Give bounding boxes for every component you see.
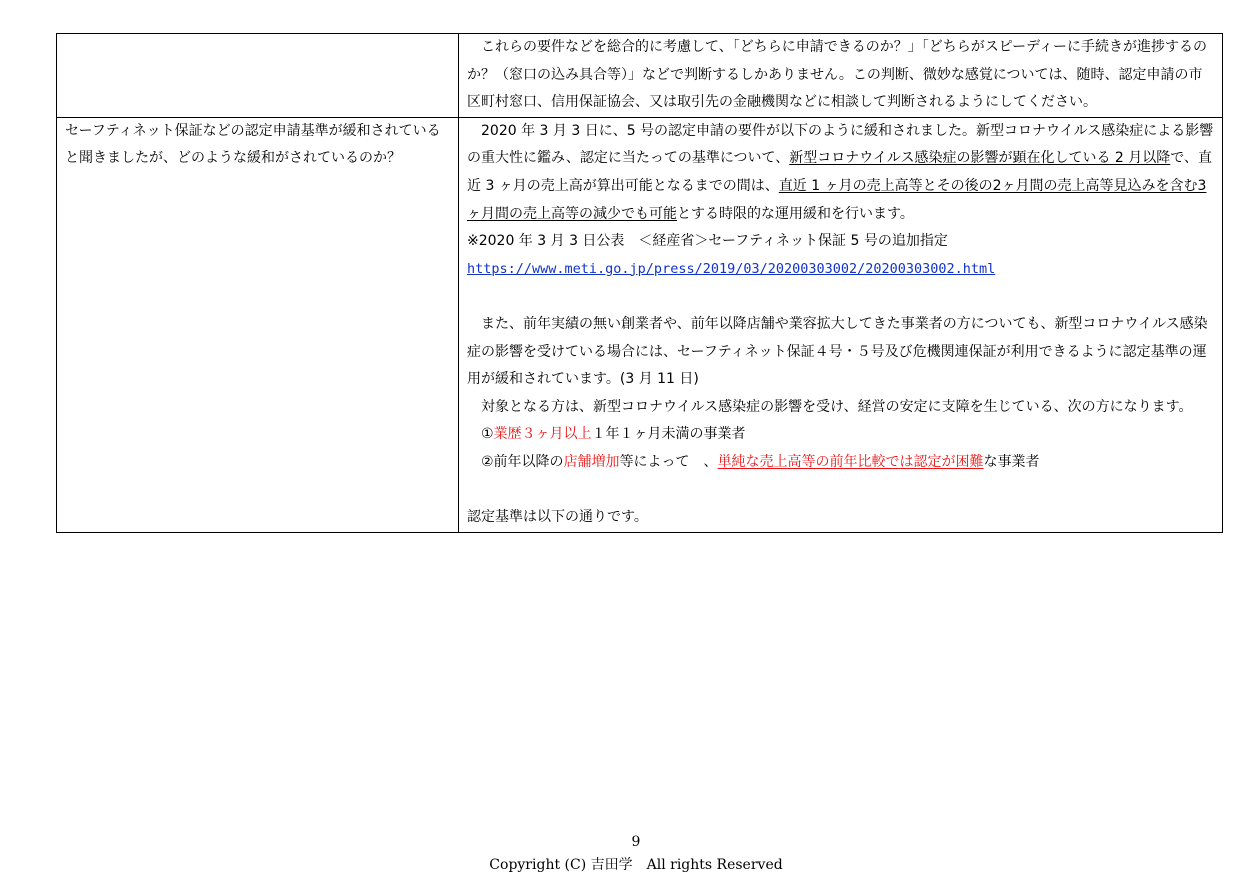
eligibility-paragraph: 対象となる方は、新型コロナウイルス感染症の影響を受け、経営の安定に支障を生じている、次の方になります。	[481, 398, 1193, 415]
list-item: ①業歴３ヶ月以上１年１ヶ月未満の事業者	[481, 426, 746, 443]
underlined-text: 直近 1 ヶ月の売上高等とその後の2ヶ月間の売上高等見込みを含む3ヶ月間の売上高等の減少でも可能	[467, 177, 1207, 222]
relaxation-paragraph: 2020 年 3 月 3 日に、5 号の認定申請の要件が以下のように緩和されました。新型コロナウイルス感染症による影響の重大性に鑑み、認定に当たっての基準について、新型コロナウイルス感染症の影響が顕在化している 2 月以降で、直近 3 ヶ月の売上高が算出可能となるまでの間は、直近 1 ヶ月の売上高等とその後の2ヶ月間の売上高等見込みを含む3ヶ月間の売上高等の減少でも可能とする時限的な運用緩和を行います。	[467, 122, 1214, 222]
announcement-note: ※2020 年 3 月 3 日公表 ＜経産省＞セーフティネット保証 5 号の追加指定	[467, 233, 948, 250]
spacer	[467, 477, 1215, 505]
copyright-notice: Copyright (C) 吉田学 All rights Reserved	[489, 857, 783, 873]
question-text: セーフティネット保証などの認定申請基準が緩和されていると聞きましたが、どのような緩和がされているのか？	[65, 122, 441, 167]
table-row	[57, 34, 1223, 118]
highlight-text: 業歴３ヶ月以上	[493, 426, 592, 443]
closing-text: 認定基準は以下の通りです。	[467, 509, 648, 526]
answer-cell	[459, 117, 1223, 532]
table-row	[57, 117, 1223, 532]
question-cell	[57, 117, 459, 532]
question-cell	[57, 34, 459, 118]
page-number: 9	[631, 834, 641, 850]
highlight-underlined-text: 単純な売上高等の前年比較では認定が困難	[717, 453, 984, 470]
highlight-text: 店舗増加	[563, 453, 620, 470]
spacer	[467, 283, 1215, 311]
faq-table	[56, 33, 1223, 533]
answer-paragraph: これらの要件などを総合的に考慮して、「どちらに申請できるのか？」「どちらがスピーディーに手続きが進捗するのか？（窓口の込み具合等）」などで判断するしかありません。この判断、微妙な感覚については、随時、認定申請の市区町村窓口、信用保証協会、又は取引先の金融機関などに相談して判断されるようにしてください。	[467, 39, 1208, 111]
list-item: ②前年以降の店舗増加等によって 、単純な売上高等の前年比較では認定が困難な事業者	[481, 453, 1040, 470]
startup-paragraph: また、前年実績の無い創業者や、前年以降店舗や業容拡大してきた事業者の方についても、新型コロナウイルス感染症の影響を受けている場合には、セーフティネット保証４号・５号及び危機関連保証が利用できるように認定基準の運用が緩和されています。(3 月 11 日)	[467, 315, 1208, 388]
answer-cell	[459, 34, 1223, 118]
meti-press-link[interactable]: https://www.meti.go.jp/press/2019/03/20200303002/20200303002.html	[467, 260, 996, 277]
underlined-text: 新型コロナウイルス感染症の影響が顕在化している 2 月以降	[789, 150, 1171, 167]
